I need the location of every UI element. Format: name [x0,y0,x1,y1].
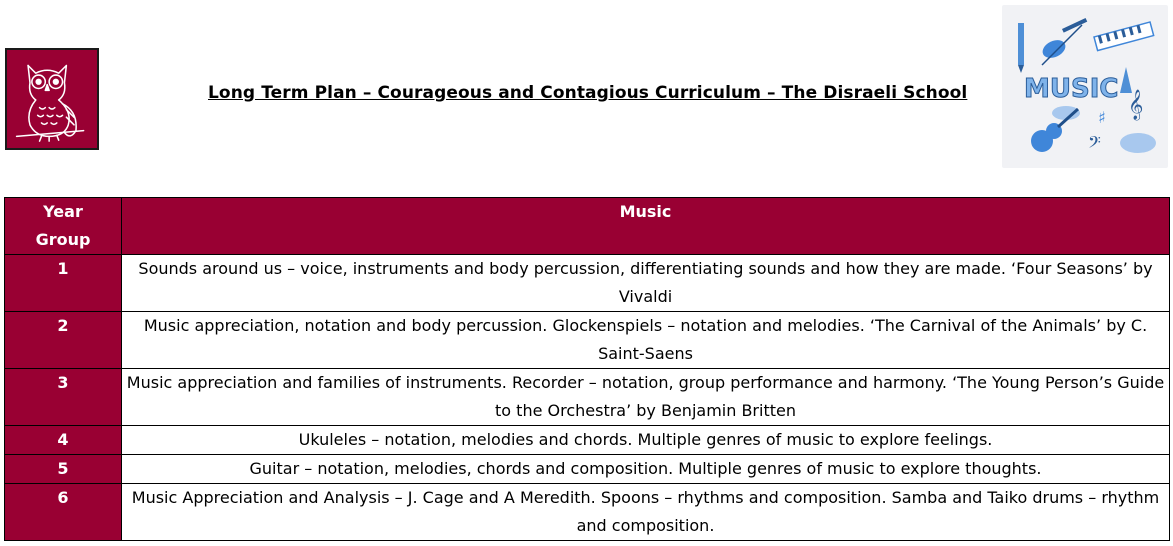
music-collage-icon [1002,5,1168,168]
violin-icon [1040,18,1088,65]
year-group-header: Year Group [5,198,122,255]
music-subject-logo [1002,5,1168,168]
content-cell: Music Appreciation and Analysis – J. Cage and A Meredith. Spoons – rhythms and composition. Samba and Taiko drums – rhythm and composition. [122,484,1170,541]
table-row [5,426,1170,455]
school-owl-logo [5,48,99,150]
content-cell: Ukuleles – notation, melodies and chords. Multiple genres of music to explore feelings. [122,426,1170,455]
music-word: MUSIC [1024,74,1119,104]
table-header-row [5,198,1170,255]
content-cell: Sounds around us – voice, instruments and body percussion, differentiating sounds and how they are made. ‘Four Seasons’ by Vivaldi [122,255,1170,312]
content-cell: Guitar – notation, melodies, chords and composition. Multiple genres of music to explore thoughts. [122,455,1170,484]
long-term-plan-table [4,197,1170,541]
year-cell: 2 [5,312,122,369]
year-cell: 6 [5,484,122,541]
table-row [5,455,1170,484]
page-title: Long Term Plan – Courageous and Contagious Curriculum – The Disraeli School [208,83,968,103]
year-cell: 3 [5,369,122,426]
content-cell: Music appreciation, notation and body percussion. Glockenspiels – notation and melodies. ‘The Carnival of the Animals’ by C. Saint-Saens [122,312,1170,369]
table-row [5,369,1170,426]
pencil-icon [1018,23,1024,73]
table-row [5,255,1170,312]
table-row [5,312,1170,369]
year-cell: 5 [5,455,122,484]
year-cell: 1 [5,255,122,312]
treble-clef-icon: 𝄞 [1128,90,1144,120]
music-header: Music [122,198,1170,255]
year-cell: 4 [5,426,122,455]
keyboard-icon [1094,22,1154,51]
sharp-icon: ♯ [1098,108,1106,127]
owl-icon [7,50,97,148]
content-cell: Music appreciation and families of instruments. Recorder – notation, group performance and harmony. ‘The Young Person’s Guide to the Orchestra’ by Benjamin Britten [122,369,1170,426]
table-row [5,484,1170,541]
bass-clef-icon: 𝄢 [1088,132,1101,156]
